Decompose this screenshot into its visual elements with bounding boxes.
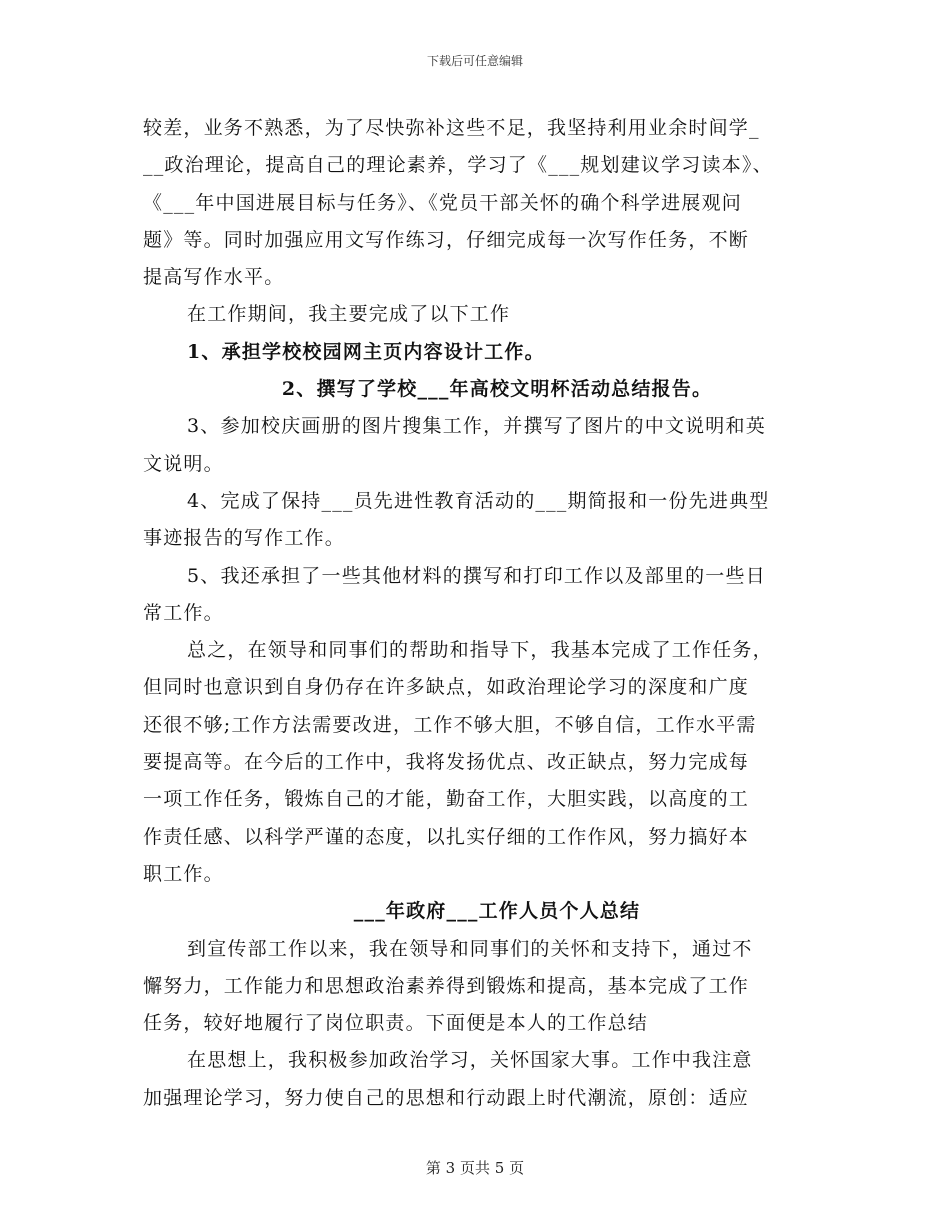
text-line: 但同时也意识到自身仍存在许多缺点，如政治理论学习的深度和广度: [143, 676, 750, 699]
text-line: 总之，在领导和同事们的帮助和指导下，我基本完成了工作任务，: [187, 639, 773, 662]
text-line: 职工作。: [143, 862, 224, 885]
text-line: 在思想上，我积极参加政治学习，关怀国家大事。工作中我注意: [187, 1049, 753, 1072]
text-line: 要提高等。在今后的工作中，我将发扬优点、改正缺点，努力完成每: [143, 751, 750, 774]
text-line: 2、撰写了学校___年高校文明杯活动总结报告。: [281, 378, 713, 401]
section-heading: ___年政府___工作人员个人总结: [353, 900, 641, 923]
text-line: 在工作期间，我主要完成了以下工作: [187, 303, 511, 326]
text-line: 题》等。同时加强应用文写作练习，仔细完成每一次写作任务，不断: [143, 228, 750, 251]
document-body: [143, 110, 811, 1117]
text-line: 任务，较好地履行了岗位职责。下面便是本人的工作总结: [143, 1012, 649, 1035]
text-line: 还很不够;工作方法需要改进，工作不够大胆，不够自信，工作水平需: [143, 713, 757, 736]
text-line: 加强理论学习，努力使自己的思想和行动跟上时代潮流，原创：适应: [143, 1086, 750, 1109]
page-footer: 第 3 页共 5 页: [425, 1159, 525, 1177]
text-line: 懈努力，工作能力和思想政治素养得到锻炼和提高，基本完成了工作: [143, 974, 750, 997]
text-line: 到宣传部工作以来，我在领导和同事们的关怀和支持下，通过不: [187, 937, 753, 960]
text-line: 3、参加校庆画册的图片搜集工作，并撰写了图片的中文说明和英: [187, 415, 766, 438]
page-header: 下载后可任意编辑: [426, 54, 523, 68]
text-line: 4、完成了保持___员先进性教育活动的___期简报和一份先进典型: [187, 489, 770, 512]
text-line: 一项工作任务，锻炼自己的才能，勤奋工作，大胆实践，以高度的工: [143, 788, 750, 811]
text-line: __政治理论，提高自己的理论素养，学习了《___规划建议学习读本》、: [143, 154, 773, 177]
text-line: 1、承担学校校园网主页内容设计工作。: [187, 340, 545, 363]
text-line: 5、我还承担了一些其他材料的撰写和打印工作以及部里的一些日: [187, 564, 766, 587]
text-line: 作责任感、以科学严谨的态度，以扎实仔细的工作作风，努力搞好本: [143, 825, 750, 848]
text-line: 常工作。: [143, 601, 224, 624]
text-line: 提高写作水平。: [143, 266, 285, 289]
text-line: 文说明。: [143, 452, 224, 475]
text-line: 事迹报告的写作工作。: [143, 527, 346, 550]
text-line: 较差，业务不熟悉，为了尽快弥补这些不足，我坚持利用业余时间学_: [143, 117, 760, 139]
text-line: 《___年中国进展目标与任务》、《党员干部关怀的确个科学进展观问: [143, 191, 742, 214]
